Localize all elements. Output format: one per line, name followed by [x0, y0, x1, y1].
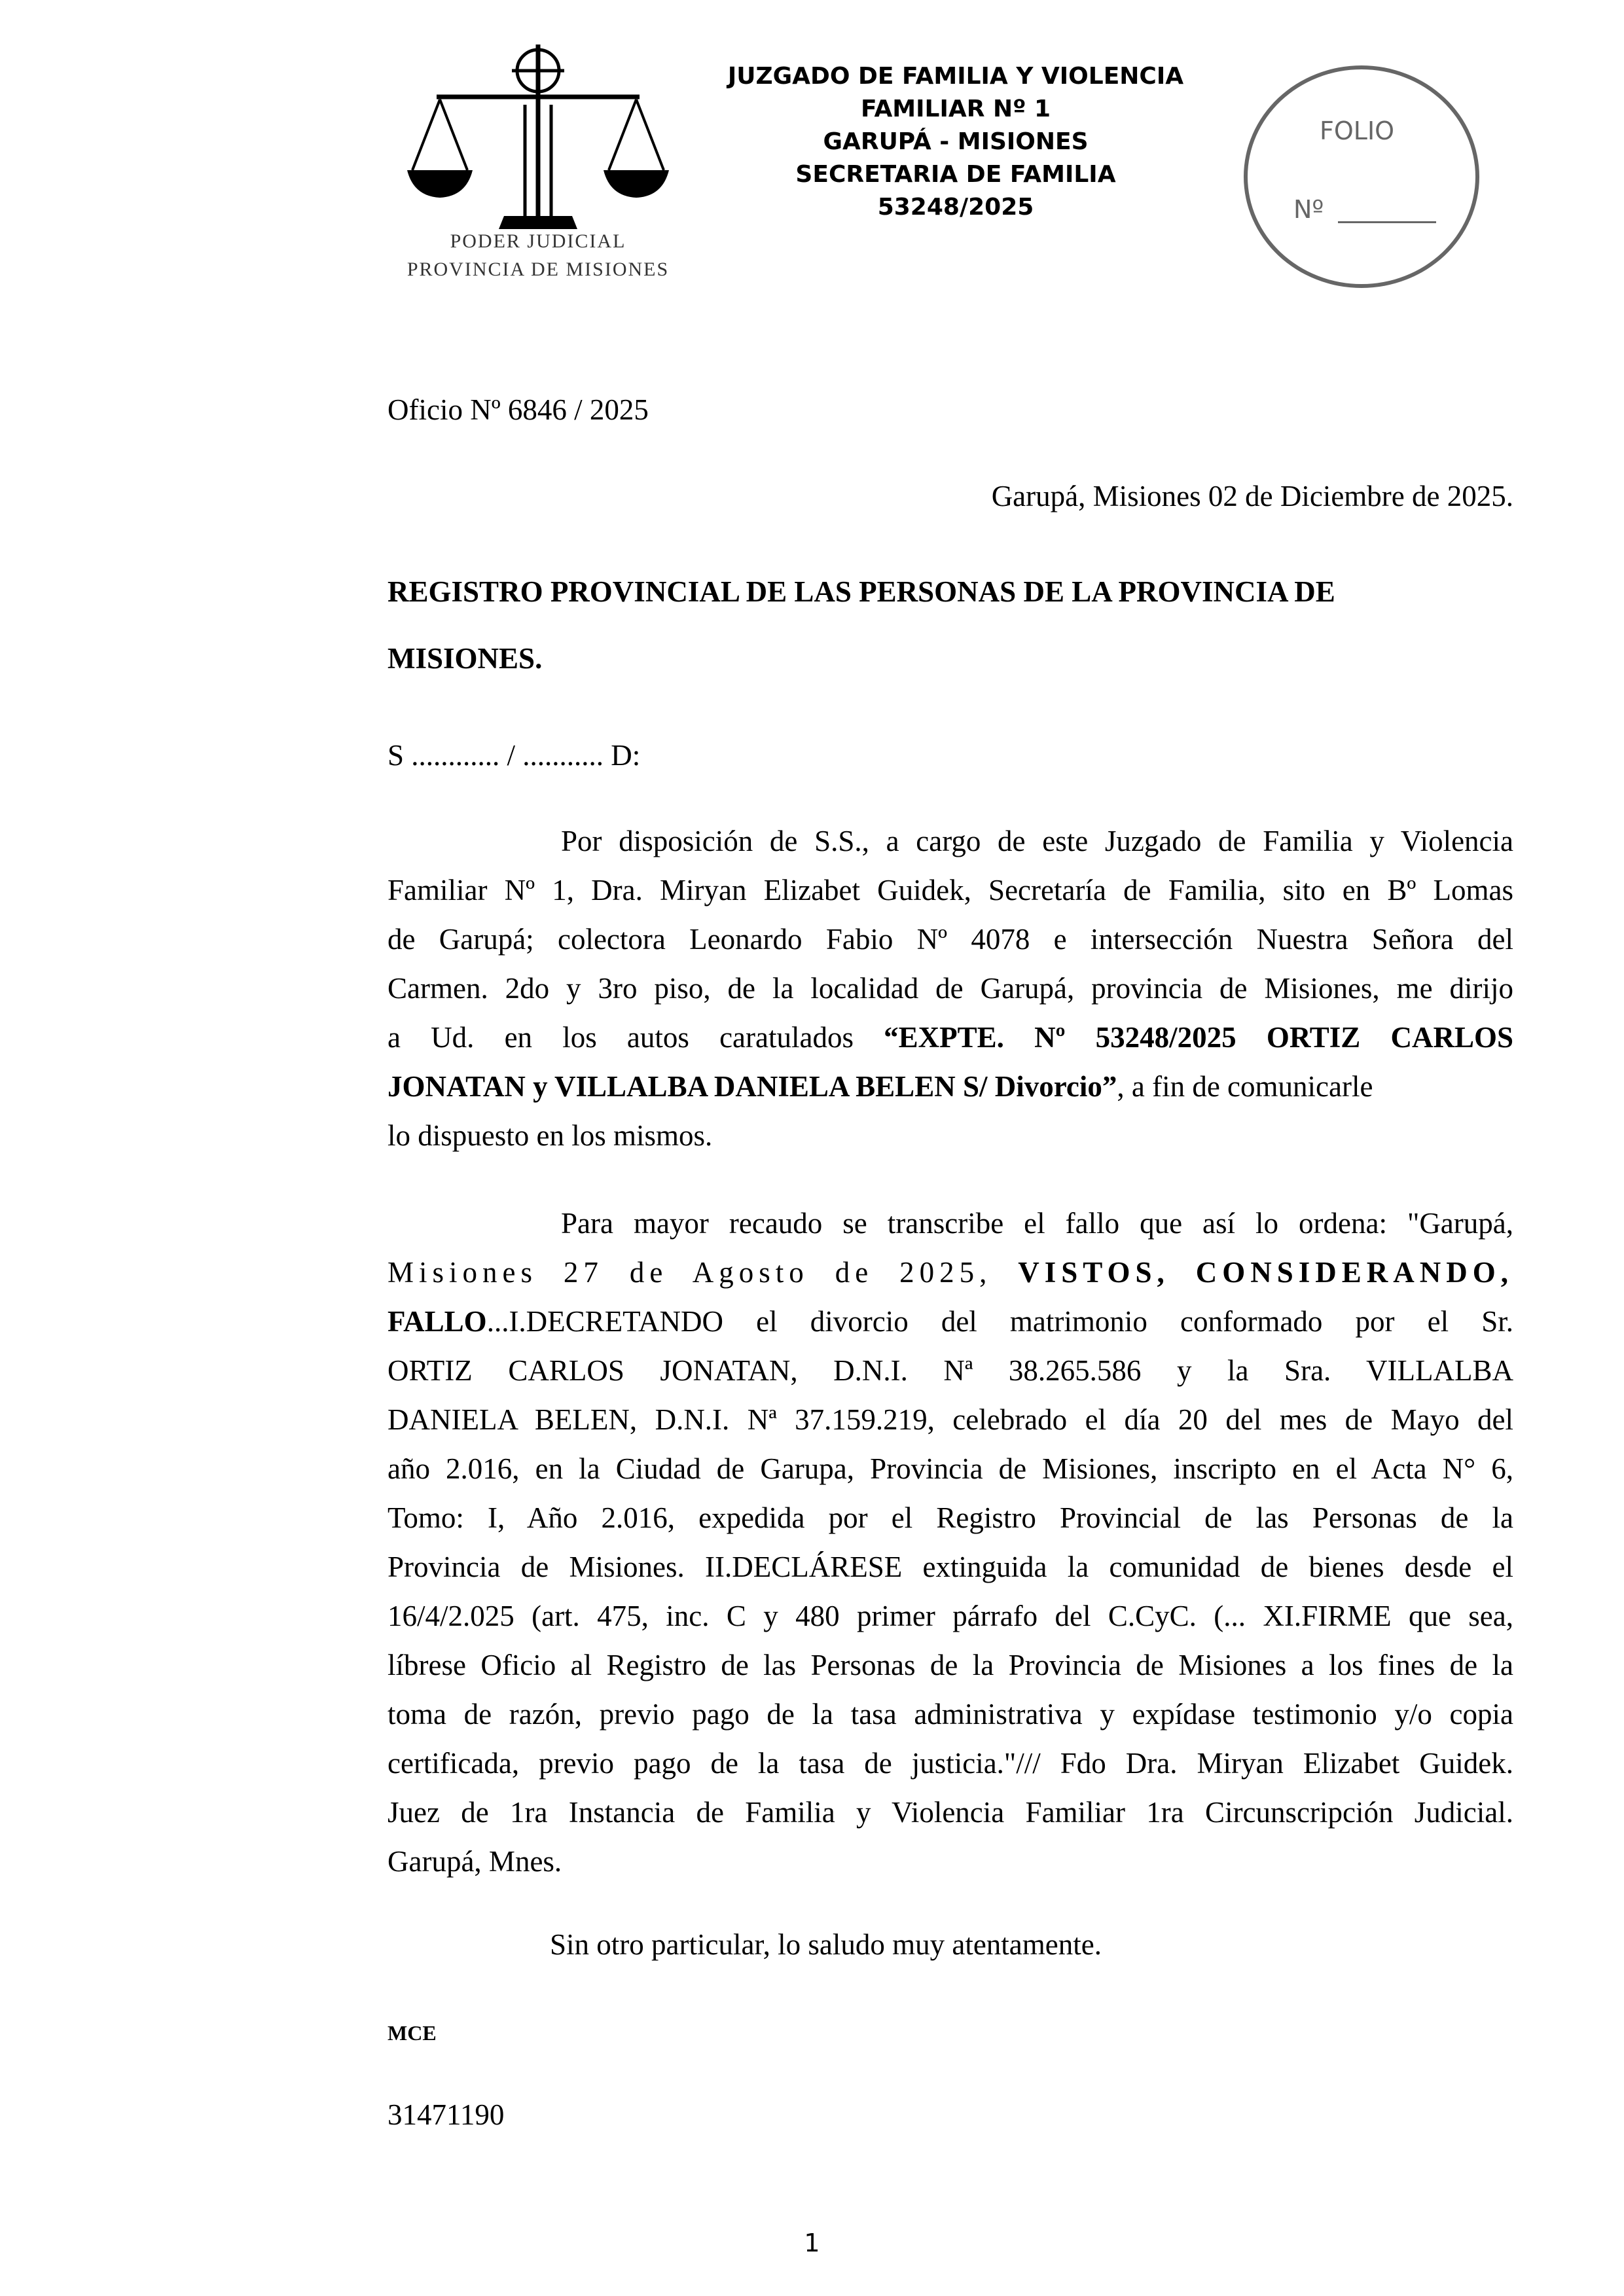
p2-line-13: Juez de 1ra Instancia de Familia y Violencia Familiar 1ra Circunscripción Judicial.	[388, 1796, 1513, 1829]
p2-line-12: certificada, previo pago de la tasa de justicia."/// Fdo Dra. Miryan Elizabet Guidek.	[388, 1747, 1513, 1780]
closing-salutation: Sin otro particular, lo saludo muy atentamente.	[550, 1928, 1102, 1961]
letter-date: Garupá, Misiones 02 de Diciembre de 2025.	[991, 480, 1513, 512]
logo-line-2: PROVINCIA DE MISIONES	[406, 259, 670, 280]
p2-line-2-text: Misiones 27 de Agosto de 2025,	[388, 1256, 1019, 1289]
p2-line-1: Para mayor recaudo se transcribe el fallo que así lo ordena: "Garupá,	[561, 1207, 1513, 1240]
recipient-line-1: REGISTRO PROVINCIAL DE LAS PERSONAS DE LA PROVINCIA DE	[388, 575, 1335, 608]
folio-number-line	[1338, 221, 1436, 223]
case-title-part-1: “EXPTE. Nº 53248/2025 ORTIZ CARLOS	[884, 1021, 1513, 1054]
p2-line-8: Provincia de Misiones. II.DECLÁRESE extinguida la comunidad de bienes desde el	[388, 1551, 1513, 1583]
page-number: 1	[804, 2229, 820, 2257]
fallo-label: FALLO	[388, 1305, 487, 1338]
p1-line-7: lo dispuesto en los mismos.	[388, 1119, 713, 1152]
court-header	[687, 60, 1224, 224]
paragraph-2	[388, 1199, 1513, 1886]
folio-number-label: Nº	[1293, 195, 1324, 224]
p2-line-10: líbrese Oficio al Registro de las Personas de la Provincia de Misiones a los fines de la	[388, 1649, 1513, 1681]
document-code: 31471190	[388, 2098, 505, 2131]
p1-line-6	[388, 1062, 1513, 1111]
p2-line-9: 16/4/2.025 (art. 475, inc. C y 480 primer párrafo del C.CyC. (... XI.FIRME que sea,	[388, 1600, 1513, 1632]
p2-line-7: Tomo: I, Año 2.016, expedida por el Registro Provincial de las Personas de la	[388, 1501, 1513, 1534]
p2-line-14: Garupá, Mnes.	[388, 1845, 562, 1878]
salutation: S ............ / ........... D:	[388, 739, 641, 772]
p2-line-2	[388, 1248, 1513, 1297]
paragraph-1	[388, 817, 1513, 1160]
p2-line-4: ORTIZ CARLOS JONATAN, D.N.I. Nª 38.265.586 y la Sra. VILLALBA	[388, 1354, 1513, 1387]
initials: MCE	[388, 2021, 437, 2045]
court-line-2: FAMILIAR Nº 1	[860, 96, 1051, 122]
p2-line-3-text: ...I.DECRETANDO el divorcio del matrimonio conformado por el Sr.	[486, 1305, 1513, 1338]
p1-line-1: Por disposición de S.S., a cargo de este Juzgado de Familia y Violencia	[561, 825, 1513, 857]
p2-line-11: toma de razón, previo pago de la tasa administrativa y expídase testimonio y/o copia	[388, 1698, 1513, 1731]
logo-line-1: PODER JUDICIAL	[450, 230, 626, 252]
p1-line-5-text: a Ud. en los autos caratulados	[388, 1021, 884, 1054]
court-line-5: 53248/2025	[877, 194, 1034, 221]
folio-stamp	[1244, 65, 1479, 288]
oficio-number: Oficio Nº 6846 / 2025	[388, 393, 649, 426]
court-line-4: SECRETARIA DE FAMILIA	[795, 161, 1116, 188]
p1-line-5	[388, 1013, 1513, 1062]
p1-line-4: Carmen. 2do y 3ro piso, de la localidad de Garupá, provincia de Misiones, me dirijo	[388, 972, 1513, 1005]
p1-line-3: de Garupá; colectora Leonardo Fabio Nº 4078 e intersección Nuestra Señora del	[388, 923, 1513, 956]
case-title-part-2: JONATAN y VILLALBA DANIELA BELEN S/ Divorcio”	[388, 1070, 1117, 1103]
p1-line-6-text: , a fin de comunicarle	[1117, 1070, 1373, 1103]
poder-judicial-logo	[401, 39, 676, 295]
p2-line-3	[388, 1297, 1513, 1346]
court-line-1: JUZGADO DE FAMILIA Y VIOLENCIA	[727, 63, 1184, 90]
scales-of-justice-icon	[401, 39, 676, 295]
p2-line-5: DANIELA BELEN, D.N.I. Nª 37.159.219, celebrado el día 20 del mes de Mayo del	[388, 1403, 1513, 1436]
p2-line-6: año 2.016, en la Ciudad de Garupa, Provincia de Misiones, inscripto en el Acta N° 6,	[388, 1452, 1513, 1485]
folio-label: FOLIO	[1320, 117, 1395, 145]
court-line-3: GARUPÁ - MISIONES	[823, 128, 1089, 155]
vistos-considerando: VISTOS, CONSIDERANDO,	[1018, 1256, 1513, 1289]
p1-line-2: Familiar Nº 1, Dra. Miryan Elizabet Guidek, Secretaría de Familia, sito en Bº Lomas	[388, 874, 1513, 906]
recipient-line-2: MISIONES.	[388, 642, 543, 675]
